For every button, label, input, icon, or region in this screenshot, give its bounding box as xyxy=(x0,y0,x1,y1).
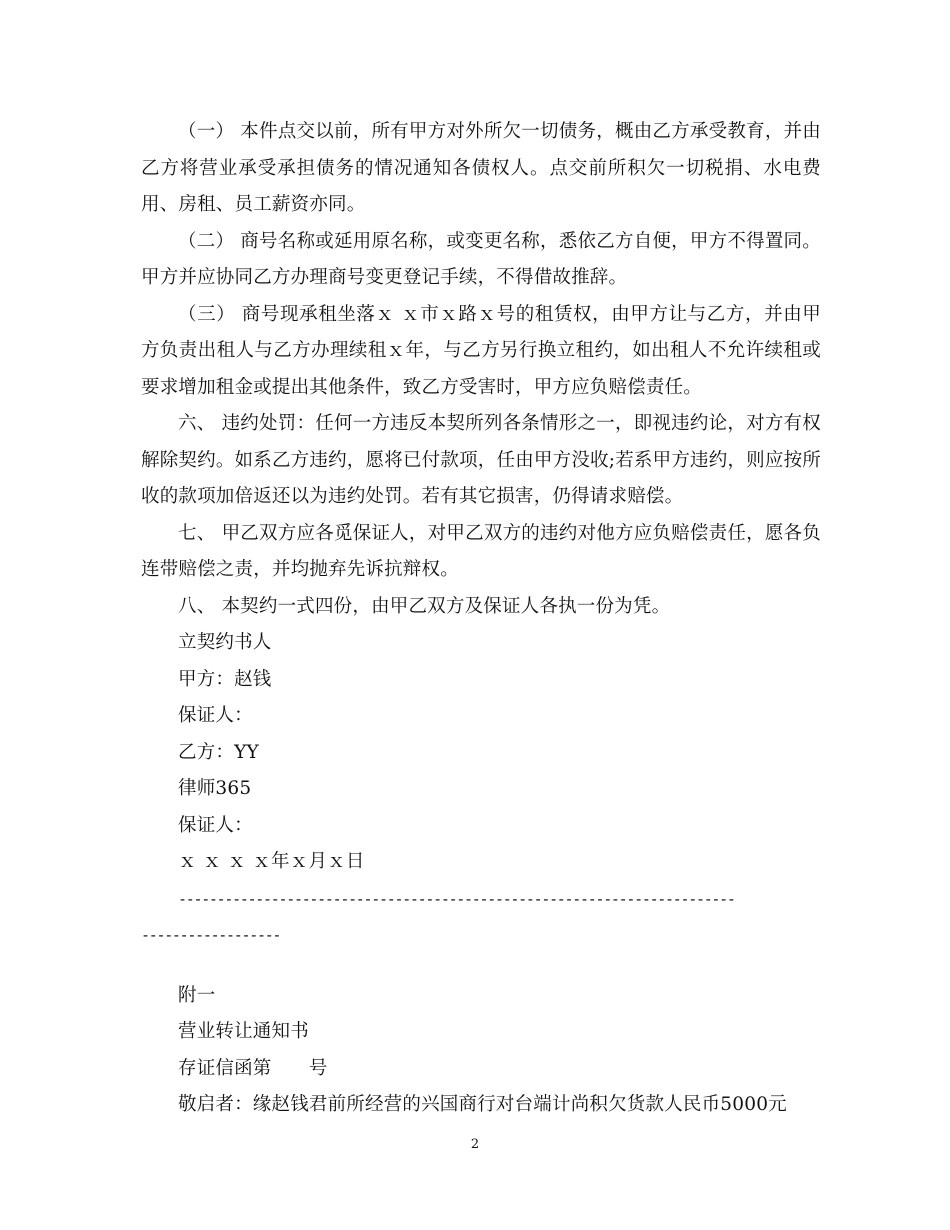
clause-3-paragraph: （三） 商号现承租坐落ｘ ｘ市ｘ路ｘ号的租赁权，由甲方让与乙方，并由甲方负责出租人与乙方办理续租ｘ年，与乙方另行换立租约，如出租人不允许续租或要求增加租金或提出其他条件，致乙方受害时，甲方应负赔偿责任。 xyxy=(141,303,821,398)
clause-2-paragraph: （二） 商号名称或延用原名称，或变更名称，悉依乙方自便，甲方不得置同。甲方并应协同乙方办理商号变更登记手续，不得借故推辞。 xyxy=(141,230,821,288)
clause-1-paragraph: （一） 本件点交以前，所有甲方对外所欠一切债务，概由乙方承受教育，并由乙方将营业承受承担债务的情况通知各债权人。点交前所积欠一切税捐、水电费用、房租、员工薪资亦同。 xyxy=(141,121,821,215)
appendix-label: 附一 xyxy=(178,984,216,1006)
guarantor-a-line: 保证人： xyxy=(178,705,253,726)
document-body xyxy=(141,114,821,1124)
date-line: ｘ ｘ ｘ ｘ年ｘ月ｘ日 xyxy=(178,851,365,872)
notice-title: 营业转让通知书 xyxy=(178,1021,309,1042)
separator-line-continued: ------------------ xyxy=(141,926,281,944)
party-b-line: 乙方：YY xyxy=(178,741,259,763)
party-a-line: 甲方：赵钱 xyxy=(178,668,272,690)
guarantor-paragraph: 七、 甲乙双方应各觅保证人，对甲乙双方的违约对他方应负赔偿责任，愿各负连带赔偿之责，并均抛弃先诉抗辩权。 xyxy=(141,522,821,580)
section-spacer xyxy=(141,954,821,978)
letter-number-line: 存证信函第 号 xyxy=(178,1057,328,1079)
lawyer-line: 律师365 xyxy=(178,778,252,799)
separator-line: ------------------------------------------------------------------------ xyxy=(178,889,735,908)
guarantor-b-line: 保证人： xyxy=(178,814,253,836)
breach-penalty-paragraph: 六、 违约处罚：任何一方违反本契所列各条情形之一，即视违约论，对方有权解除契约。如系乙方违约，愿将已付款项，任由甲方没收;若系甲方违约，则应按所收的款项加倍返还以为违约处罚。若有其它损害，仍得请求赔偿。 xyxy=(141,413,821,507)
salutation-line: 敬启者：缘赵钱君前所经营的兴国商行对台端计尚积欠货款人民币5000元 xyxy=(178,1094,787,1115)
copies-paragraph: 八、 本契约一式四份，由甲乙双方及保证人各执一份为凭。 xyxy=(178,595,671,617)
page-number: 2 xyxy=(470,1137,480,1152)
signatories-heading: 立契约书人 xyxy=(178,632,272,653)
